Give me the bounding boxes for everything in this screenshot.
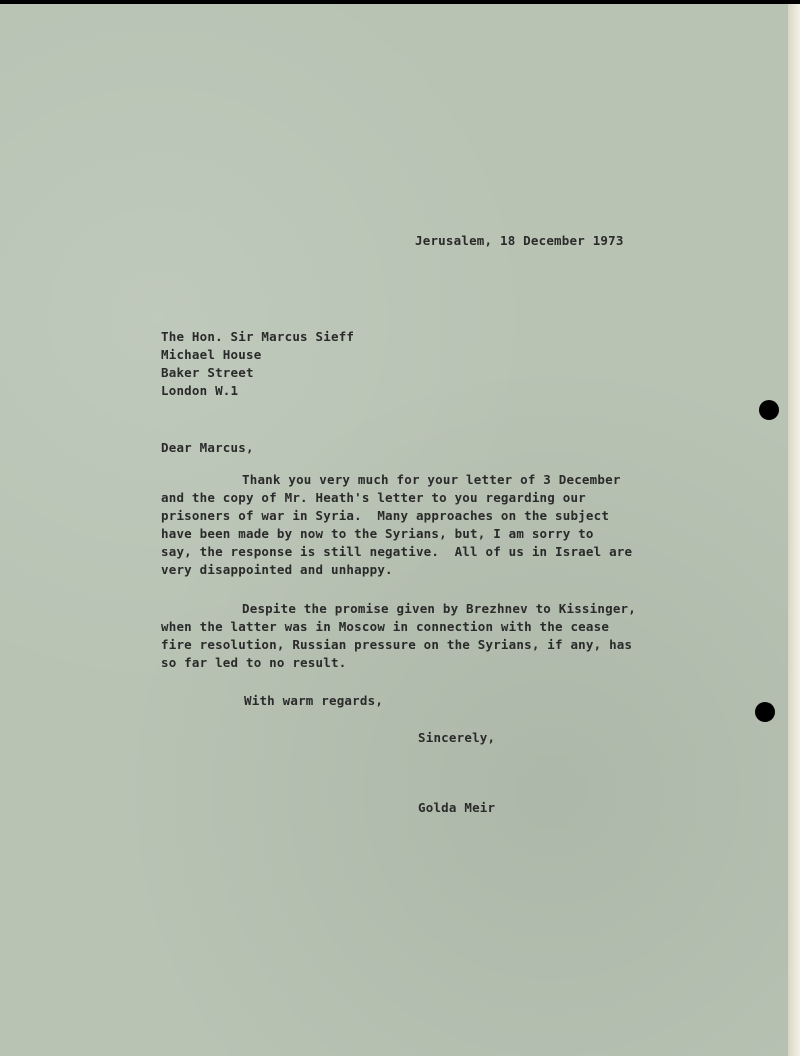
recipient-name: The Hon. Sir Marcus Sieff <box>161 329 355 344</box>
paragraph1-line: very disappointed and unhappy. <box>161 562 393 577</box>
paragraph1-line: have been made by now to the Syrians, but, I am sorry to <box>161 526 594 541</box>
paragraph2-line: Despite the promise given by Brezhnev to Kissinger, <box>242 601 637 616</box>
paragraph1-line: prisoners of war in Syria. Many approaches on the subject <box>161 508 610 523</box>
recipient-address-line: Baker Street <box>161 365 254 380</box>
punch-hole-icon <box>759 400 779 420</box>
paragraph1-line: and the copy of Mr. Heath's letter to you regarding our <box>161 490 586 505</box>
scan-border <box>0 0 800 4</box>
signature-name: Golda Meir <box>418 800 496 815</box>
closing-regards: With warm regards, <box>244 693 384 708</box>
punch-hole-icon <box>755 702 775 722</box>
paper-edge <box>788 0 800 1056</box>
closing-sincerely: Sincerely, <box>418 730 496 745</box>
paragraph1-line: say, the response is still negative. All of us in Israel are <box>161 544 633 559</box>
paragraph2-line: fire resolution, Russian pressure on the Syrians, if any, has <box>161 637 633 652</box>
paragraph2-line: when the latter was in Moscow in connection with the cease <box>161 619 610 634</box>
salutation: Dear Marcus, <box>161 440 254 455</box>
paragraph1-line: Thank you very much for your letter of 3 December <box>242 472 621 487</box>
dateline: Jerusalem, 18 December 1973 <box>415 233 624 248</box>
recipient-address-line: London W.1 <box>161 383 239 398</box>
paragraph2-line: so far led to no result. <box>161 655 347 670</box>
recipient-address-line: Michael House <box>161 347 262 362</box>
